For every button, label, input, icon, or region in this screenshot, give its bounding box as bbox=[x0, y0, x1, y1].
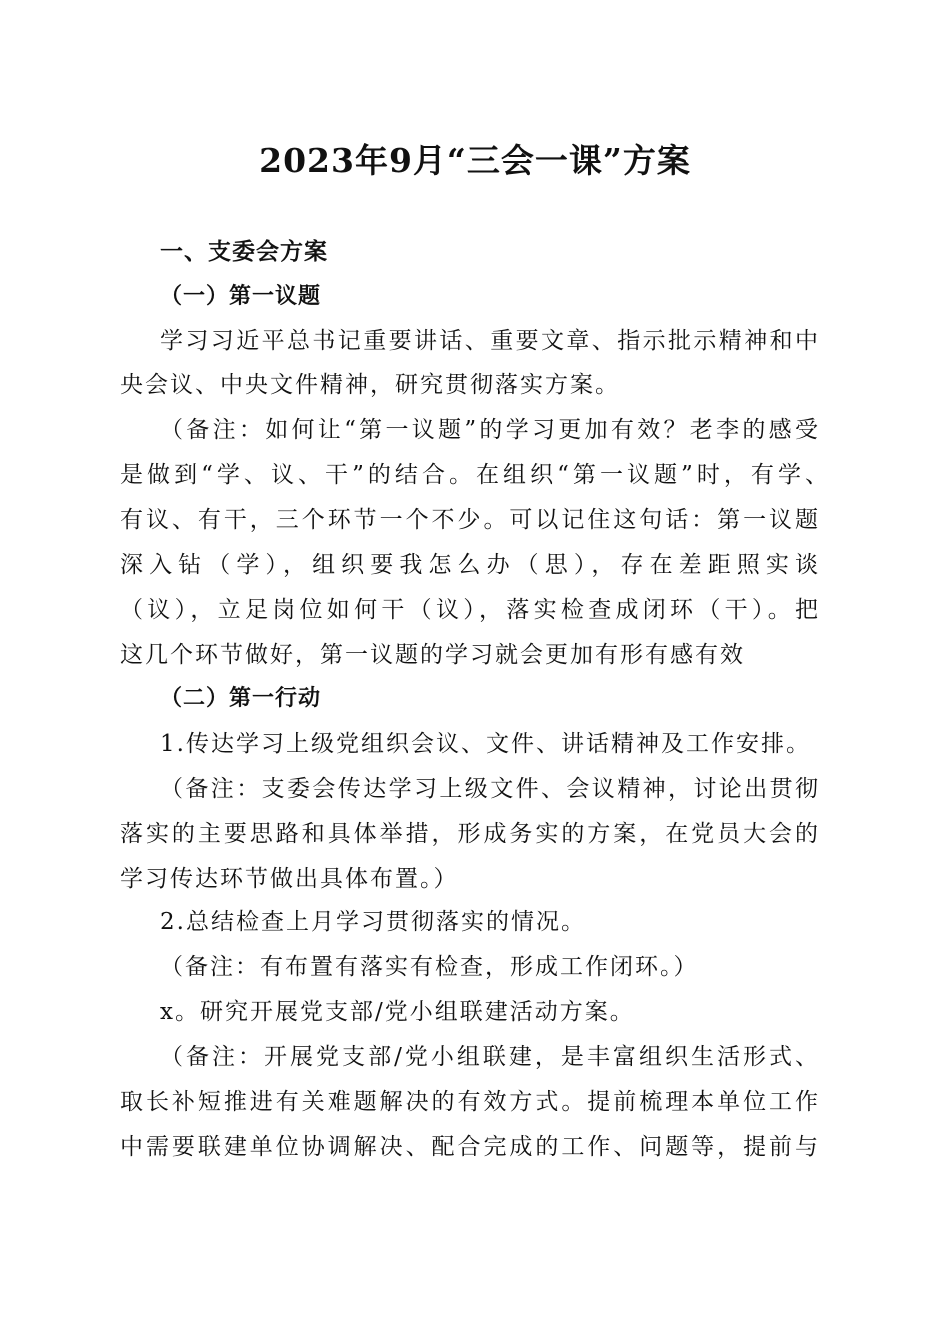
note-line: 是做到“学、议、干”的结合。在组织“第一议题”时，有学、 bbox=[120, 462, 830, 488]
list-item: 2.总结检查上月学习贯彻落实的情况。 bbox=[160, 909, 586, 935]
section-heading: 一、支委会方案 bbox=[160, 239, 328, 265]
note-line: 中需要联建单位协调解决、配合完成的工作、问题等，提前与 bbox=[120, 1134, 820, 1160]
note-line: 深入钻（学），组织要我怎么办（思），存在差距照实谈 bbox=[120, 552, 820, 578]
paragraph-line: 央会议、中央文件精神，研究贯彻落实方案。 bbox=[120, 372, 620, 398]
note-line: 这几个环节做好，第一议题的学习就会更加有形有感有效 bbox=[120, 642, 745, 668]
note-line: 学习传达环节做出具体布置。） bbox=[120, 866, 459, 892]
subsection-heading: （一）第一议题 bbox=[160, 284, 322, 309]
note-line: 落实的主要思路和具体举措，形成务实的方案，在党员大会的 bbox=[120, 821, 820, 847]
list-item: 1.传达学习上级党组织会议、文件、讲话精神及工作安排。 bbox=[160, 731, 811, 757]
note-line: （备注：开展党支部/党小组联建，是丰富组织生活形式、 bbox=[160, 1044, 820, 1070]
subsection-heading: （二）第一行动 bbox=[160, 686, 322, 711]
list-item: x。研究开展党支部/党小组联建活动方案。 bbox=[160, 999, 635, 1025]
document-title: 2023年9月“三会一课”方案 bbox=[259, 141, 691, 180]
note-line: （备注：支委会传达学习上级文件、会议精神，讨论出贯彻 bbox=[160, 776, 820, 802]
note-line: （备注：如何让“第一议题”的学习更加有效？老李的感受 bbox=[160, 417, 820, 443]
note-line: 有议、有干，三个环节一个不少。可以记住这句话：第一议题 bbox=[120, 507, 820, 533]
note-line: 取长补短推进有关难题解决的有效方式。提前梳理本单位工作 bbox=[120, 1089, 820, 1115]
paragraph-line: 学习习近平总书记重要讲话、重要文章、指示批示精神和中 bbox=[160, 328, 820, 354]
note-line: （议），立足岗位如何干（议），落实检查成闭环（干）。把 bbox=[120, 597, 820, 623]
note-line: （备注：有布置有落实有检查，形成工作闭环。） bbox=[160, 954, 699, 980]
